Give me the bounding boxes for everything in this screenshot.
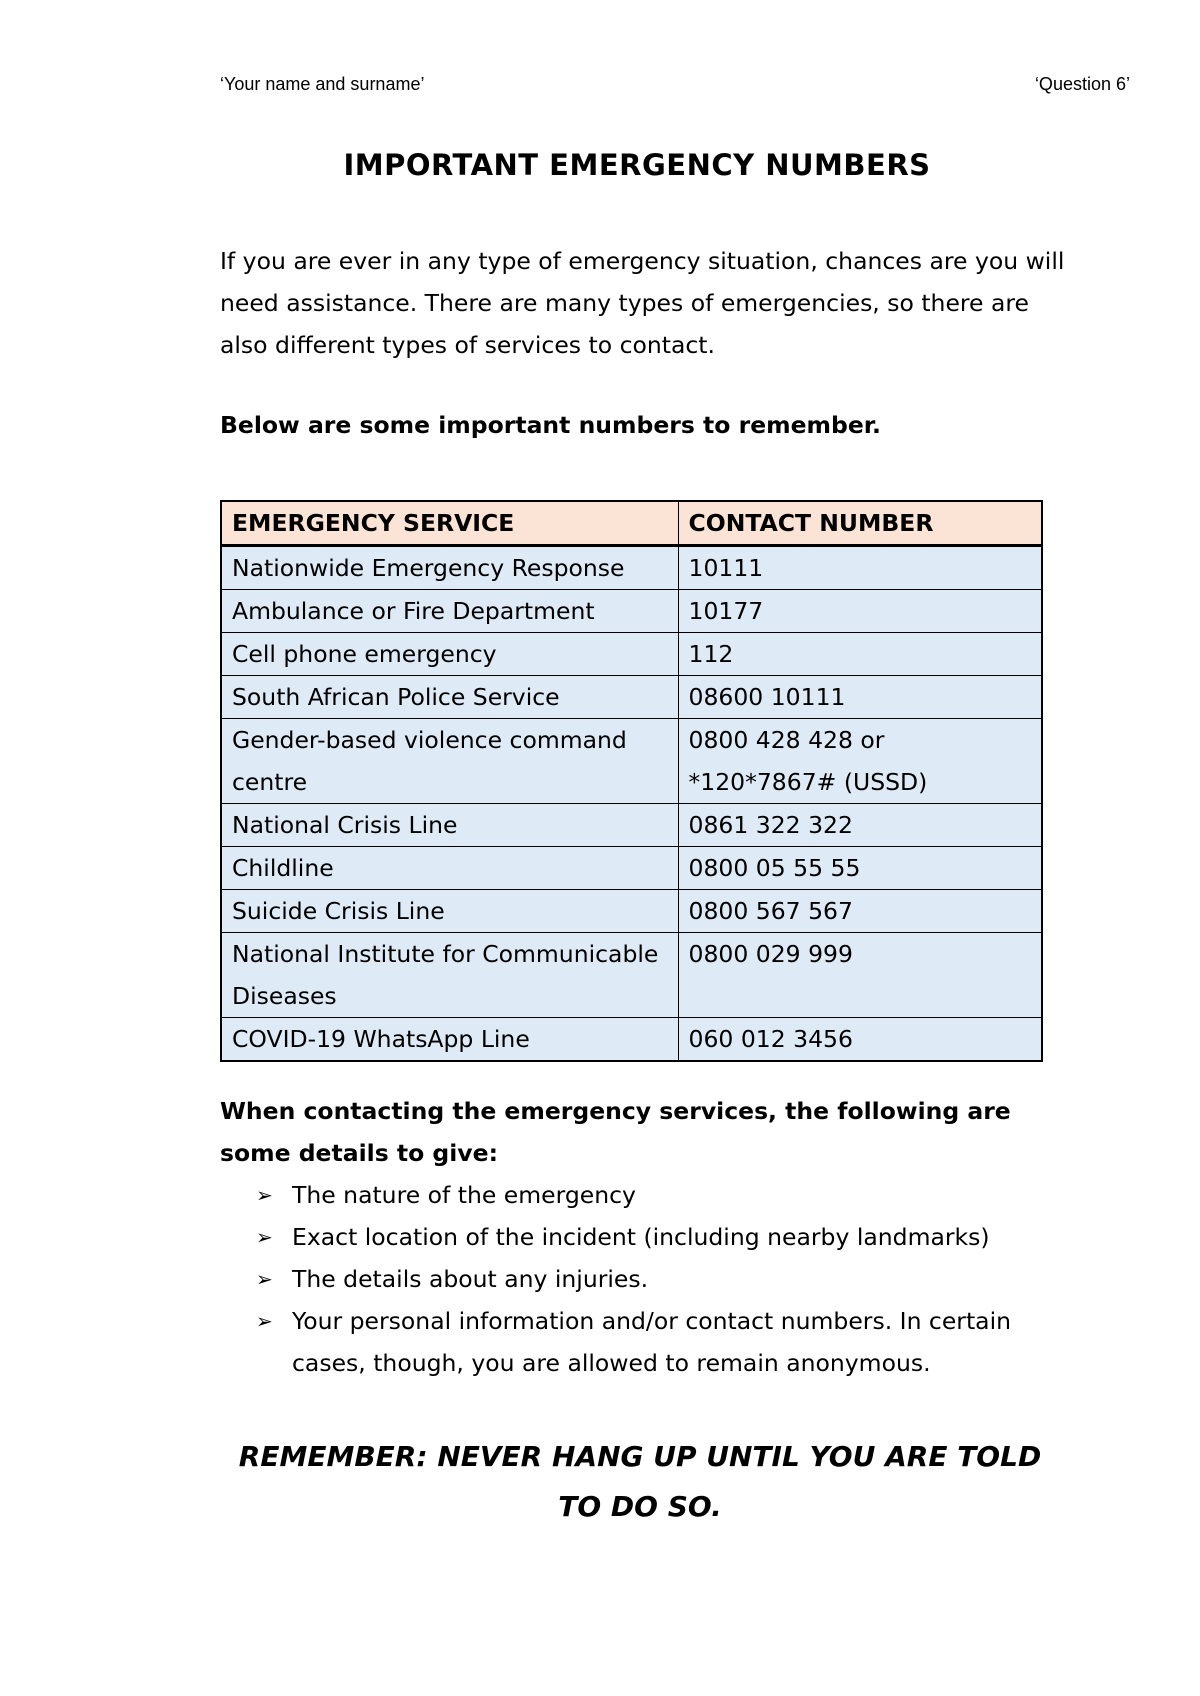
header-name-placeholder: ‘Your name and surname’: [220, 74, 425, 94]
service-cell: Ambulance or Fire Department: [221, 590, 678, 633]
contact-cell: 112: [678, 633, 1042, 676]
contact-cell: 060 012 3456: [678, 1018, 1042, 1062]
contact-cell: 0861 322 322: [678, 804, 1042, 847]
contact-cell: 10177: [678, 590, 1042, 633]
table-row: [221, 546, 1042, 590]
list-item-text: Your personal information and/or contact numbers. In certain cases, though, you are allowed to remain anonymous.: [292, 1307, 1012, 1377]
contact-cell: 0800 567 567: [678, 890, 1042, 933]
list-item: [256, 1216, 1076, 1258]
table-row: [221, 590, 1042, 633]
arrow-bullet-icon: ➢: [256, 1183, 273, 1207]
contact-cell: 0800 05 55 55: [678, 847, 1042, 890]
service-cell: South African Police Service: [221, 676, 678, 719]
arrow-bullet-icon: ➢: [256, 1309, 273, 1333]
table-row: [221, 1018, 1042, 1062]
column-header-contact: CONTACT NUMBER: [678, 501, 1042, 546]
details-list: [256, 1174, 1076, 1384]
list-item-text: The details about any injuries.: [292, 1265, 649, 1293]
table-row: [221, 633, 1042, 676]
contact-cell: 08600 10111: [678, 676, 1042, 719]
service-cell: Suicide Crisis Line: [221, 890, 678, 933]
list-item-text: The nature of the emergency: [292, 1181, 636, 1209]
table-row: [221, 804, 1042, 847]
service-cell: Gender-based violence command centre: [221, 719, 678, 804]
list-item: [256, 1258, 1076, 1300]
arrow-bullet-icon: ➢: [256, 1225, 273, 1249]
service-cell: Childline: [221, 847, 678, 890]
arrow-bullet-icon: ➢: [256, 1267, 273, 1291]
contact-cell: 0800 029 999: [678, 933, 1042, 1018]
remember-note: REMEMBER: NEVER HANG UP UNTIL YOU ARE TOLD TO DO SO.: [238, 1440, 1042, 1523]
table-row: [221, 847, 1042, 890]
service-cell: COVID-19 WhatsApp Line: [221, 1018, 678, 1062]
header-question-label: ‘Question 6’: [1034, 74, 1130, 94]
intro-paragraph: If you are ever in any type of emergency situation, chances are you will need assistance. There are many types of emergencies, so there are also different types of services to contact.: [220, 247, 1065, 359]
service-cell: National Institute for Communicable Diseases: [221, 933, 678, 1018]
list-item-text: Exact location of the incident (including nearby landmarks): [292, 1223, 990, 1251]
contact-cell: 10111: [678, 546, 1042, 590]
table-row: [221, 676, 1042, 719]
service-cell: Cell phone emergency: [221, 633, 678, 676]
table-row: [221, 890, 1042, 933]
column-header-service: EMERGENCY SERVICE: [221, 501, 678, 546]
list-item: [256, 1174, 1076, 1216]
table-header-row: [221, 501, 1042, 546]
contact-cell: 0800 428 428 or *120*7867# (USSD): [678, 719, 1042, 804]
details-heading: When contacting the emergency services, the following are some details to give:: [220, 1097, 1011, 1167]
page-title: IMPORTANT EMERGENCY NUMBERS: [343, 148, 931, 182]
service-cell: Nationwide Emergency Response: [221, 546, 678, 590]
list-item: [256, 1300, 1076, 1384]
emergency-numbers-table: [220, 500, 1043, 1062]
table-row: [221, 719, 1042, 804]
numbers-subheading: Below are some important numbers to remember.: [220, 411, 881, 439]
table-row: [221, 933, 1042, 1018]
service-cell: National Crisis Line: [221, 804, 678, 847]
